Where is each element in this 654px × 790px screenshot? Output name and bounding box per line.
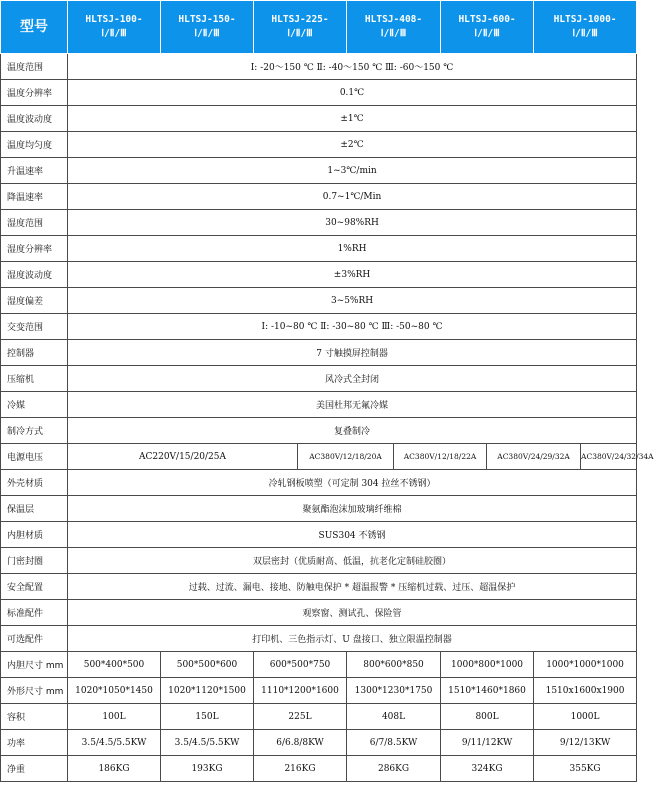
row-value: SUS304 不锈钢 bbox=[68, 522, 637, 548]
row-value: 30~98%RH bbox=[68, 210, 637, 236]
voltage-value: AC380V/12/18/22A bbox=[394, 444, 487, 470]
row-label: 电源电压 bbox=[1, 444, 68, 470]
row-label: 安全配置 bbox=[1, 574, 68, 600]
spec-row bbox=[1, 236, 637, 262]
model-header bbox=[68, 1, 161, 54]
model-value: 1510*1460*1860 bbox=[441, 678, 534, 704]
spec-row bbox=[1, 600, 637, 626]
model-value: 100L bbox=[68, 704, 161, 730]
header-label: 型号 bbox=[1, 1, 68, 54]
model-value: 500*400*500 bbox=[68, 652, 161, 678]
voltage-value: AC380V/24/29/32A bbox=[487, 444, 581, 470]
model-row bbox=[1, 704, 637, 730]
model-value: 150L bbox=[161, 704, 254, 730]
model-value: 9/11/12KW bbox=[441, 730, 534, 756]
model-value: 6/7/8.5KW bbox=[347, 730, 441, 756]
spec-row bbox=[1, 210, 637, 236]
row-value: ±1℃ bbox=[68, 106, 637, 132]
spec-row bbox=[1, 366, 637, 392]
model-value: 1110*1200*1600 bbox=[254, 678, 347, 704]
row-label: 湿度偏差 bbox=[1, 288, 68, 314]
row-label: 容积 bbox=[1, 704, 68, 730]
model-row bbox=[1, 756, 637, 782]
row-label: 内胆材质 bbox=[1, 522, 68, 548]
row-value: 风冷式全封闭 bbox=[68, 366, 637, 392]
row-value: 0.1℃ bbox=[68, 80, 637, 106]
spec-row bbox=[1, 288, 637, 314]
row-label: 标准配件 bbox=[1, 600, 68, 626]
model-value: 1000*800*1000 bbox=[441, 652, 534, 678]
voltage-row bbox=[1, 444, 637, 470]
row-value: 观察窗、测试孔、保险管 bbox=[68, 600, 637, 626]
row-label: 温度均匀度 bbox=[1, 132, 68, 158]
model-header bbox=[161, 1, 254, 54]
spec-row bbox=[1, 106, 637, 132]
model-value: 408L bbox=[347, 704, 441, 730]
model-value: 3.5/4.5/5.5KW bbox=[161, 730, 254, 756]
spec-row bbox=[1, 184, 637, 210]
row-value: 复叠制冷 bbox=[68, 418, 637, 444]
spec-row bbox=[1, 80, 637, 106]
model-header bbox=[534, 1, 637, 54]
model-variant: Ⅰ/Ⅱ/Ⅲ bbox=[380, 28, 407, 39]
spec-row bbox=[1, 574, 637, 600]
model-name: HLTSJ-408- bbox=[364, 14, 423, 25]
spec-row bbox=[1, 314, 637, 340]
row-label: 功率 bbox=[1, 730, 68, 756]
row-value: 1%RH bbox=[68, 236, 637, 262]
model-value: 286KG bbox=[347, 756, 441, 782]
row-value: 1~3℃/min bbox=[68, 158, 637, 184]
row-value: 过载、过流、漏电、接地、防触电保护 * 超温报警 * 压缩机过载、过压、超温保护 bbox=[68, 574, 637, 600]
spec-row bbox=[1, 132, 637, 158]
model-name: HLTSJ-150- bbox=[178, 14, 236, 25]
model-value: 1000L bbox=[534, 704, 637, 730]
model-variant: Ⅰ/Ⅱ/Ⅲ bbox=[287, 28, 313, 39]
model-value: 9/12/13KW bbox=[534, 730, 637, 756]
model-header bbox=[441, 1, 534, 54]
spec-row bbox=[1, 496, 637, 522]
model-variant: Ⅰ/Ⅱ/Ⅲ bbox=[194, 28, 220, 39]
model-value: 355KG bbox=[534, 756, 637, 782]
row-value: 7 寸触摸屏控制器 bbox=[68, 340, 637, 366]
spec-row bbox=[1, 626, 637, 652]
voltage-value: AC380V/24/32/34A bbox=[581, 444, 637, 470]
model-value: 500*500*600 bbox=[161, 652, 254, 678]
spec-row bbox=[1, 548, 637, 574]
model-value: 193KG bbox=[161, 756, 254, 782]
row-label: 交变范围 bbox=[1, 314, 68, 340]
row-label: 可选配件 bbox=[1, 626, 68, 652]
model-value: 1000*1000*1000 bbox=[534, 652, 637, 678]
spec-row bbox=[1, 262, 637, 288]
row-value: 0.7~1℃/Min bbox=[68, 184, 637, 210]
spec-row bbox=[1, 340, 637, 366]
row-label: 湿度波动度 bbox=[1, 262, 68, 288]
row-label: 降温速率 bbox=[1, 184, 68, 210]
row-value: 3~5%RH bbox=[68, 288, 637, 314]
model-value: 216KG bbox=[254, 756, 347, 782]
model-value: 1020*1120*1500 bbox=[161, 678, 254, 704]
voltage-value: AC380V/12/18/20A bbox=[298, 444, 394, 470]
row-label: 压缩机 bbox=[1, 366, 68, 392]
row-value: 双层密封（优质耐高、低温，抗老化定制硅胶圈） bbox=[68, 548, 637, 574]
spec-row bbox=[1, 158, 637, 184]
row-label: 外壳材质 bbox=[1, 470, 68, 496]
voltage-value: AC220V/15/20/25A bbox=[68, 444, 298, 470]
model-name: HLTSJ-225- bbox=[271, 14, 329, 25]
row-value: 冷轧钢板喷塑（可定制 304 拉丝不锈钢） bbox=[68, 470, 637, 496]
row-value: Ⅰ: -10~80 ℃ Ⅱ: -30~80 ℃ Ⅲ: -50~80 ℃ bbox=[68, 314, 637, 340]
model-value: 3.5/4.5/5.5KW bbox=[68, 730, 161, 756]
model-value: 324KG bbox=[441, 756, 534, 782]
model-row bbox=[1, 730, 637, 756]
model-value: 1020*1050*1450 bbox=[68, 678, 161, 704]
model-name: HLTSJ-1000- bbox=[553, 14, 617, 25]
row-value: Ⅰ: -20～150 ℃ Ⅱ: -40～150 ℃ Ⅲ: -60～150 ℃ bbox=[68, 54, 637, 80]
model-value: 225L bbox=[254, 704, 347, 730]
model-variant: Ⅰ/Ⅱ/Ⅲ bbox=[101, 28, 127, 39]
spec-row bbox=[1, 522, 637, 548]
row-value: 聚氨酯泡沫加玻璃纤维棉 bbox=[68, 496, 637, 522]
row-label: 外形尺寸 mm bbox=[1, 678, 68, 704]
model-value: 6/6.8/8KW bbox=[254, 730, 347, 756]
row-label: 门密封圈 bbox=[1, 548, 68, 574]
spec-row bbox=[1, 54, 637, 80]
row-label: 升温速率 bbox=[1, 158, 68, 184]
row-label: 温度波动度 bbox=[1, 106, 68, 132]
spec-row bbox=[1, 392, 637, 418]
model-row bbox=[1, 678, 637, 704]
model-value: 800*600*850 bbox=[347, 652, 441, 678]
model-name: HLTSJ-100- bbox=[85, 14, 143, 25]
spec-row bbox=[1, 418, 637, 444]
row-label: 温度范围 bbox=[1, 54, 68, 80]
model-header bbox=[254, 1, 347, 54]
row-label: 湿度范围 bbox=[1, 210, 68, 236]
model-value: 1510x1600x1900 bbox=[534, 678, 637, 704]
row-value: 美国杜邦无氟冷媒 bbox=[68, 392, 637, 418]
row-value: ±3%RH bbox=[68, 262, 637, 288]
row-label: 制冷方式 bbox=[1, 418, 68, 444]
row-label: 内胆尺寸 mm bbox=[1, 652, 68, 678]
model-value: 1300*1230*1750 bbox=[347, 678, 441, 704]
row-label: 保温层 bbox=[1, 496, 68, 522]
model-value: 600*500*750 bbox=[254, 652, 347, 678]
row-label: 温度分辨率 bbox=[1, 80, 68, 106]
row-label: 冷媒 bbox=[1, 392, 68, 418]
model-variant: Ⅰ/Ⅱ/Ⅲ bbox=[572, 28, 598, 39]
row-label: 湿度分辨率 bbox=[1, 236, 68, 262]
spec-row bbox=[1, 470, 637, 496]
model-header bbox=[347, 1, 441, 54]
model-value: 800L bbox=[441, 704, 534, 730]
row-value: ±2℃ bbox=[68, 132, 637, 158]
model-row bbox=[1, 652, 637, 678]
model-name: HLTSJ-600- bbox=[458, 14, 516, 25]
model-value: 186KG bbox=[68, 756, 161, 782]
row-label: 控制器 bbox=[1, 340, 68, 366]
row-value: 打印机、三色指示灯、U 盘接口、独立限温控制器 bbox=[68, 626, 637, 652]
header-row bbox=[1, 1, 637, 54]
row-label: 净重 bbox=[1, 756, 68, 782]
model-variant: Ⅰ/Ⅱ/Ⅲ bbox=[474, 28, 500, 39]
